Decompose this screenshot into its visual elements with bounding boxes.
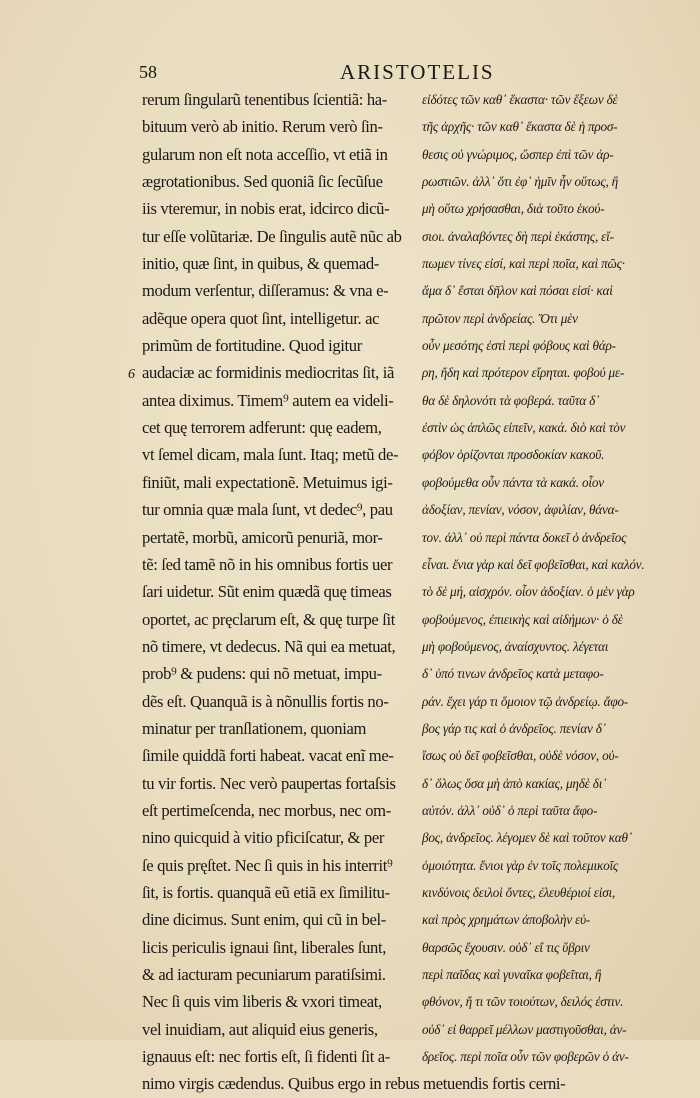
- greek-text-line: ἅμα δ᾽ ἔσται δῆλον καὶ πόσαι εἰσί· καὶ: [422, 283, 613, 299]
- latin-text-line: prob⁹ & pudens: qui nõ metuat, impu-: [142, 664, 382, 684]
- greek-text-line: τῆς ἀρχῆς· τῶν καθ᾽ ἕκαστα δὲ ἡ προσ-: [422, 119, 618, 135]
- greek-text-line: φοβούμεθα οὖν πάντα τὰ κακά. οἷον: [422, 474, 604, 490]
- greek-text-line: τον. ἀλλ᾽ οὐ περὶ πάντα δοκεῖ ὁ ἀνδρεῖος: [422, 529, 627, 545]
- greek-text-line: εἶναι. ἔνια γὰρ καὶ δεῖ φοβεῖσθαι, καὶ καλόν.: [422, 556, 645, 572]
- latin-text-line: bituum verò ab initio. Rerum verò ſin-: [142, 117, 383, 137]
- latin-text-line: nino quicquid à vitio pficiſcatur, & per: [142, 828, 385, 848]
- greek-text-line: ἴσως οὐ δεῖ φοβεῖσθαι, οὐδὲ νόσον, οὐ-: [422, 748, 619, 764]
- latin-text-line: dẽs eſt. Quanquã is à nõnullis fortis no-: [142, 691, 389, 711]
- greek-text-line: εἰδότες τῶν καθ᾽ ἕκαστα· τῶν ἕξεων δὲ: [422, 92, 618, 107]
- latin-text-line: adẽque opera quot ſint, intelligetur. ac: [142, 308, 380, 328]
- greek-text-line: τὸ δὲ μή, αἰσχρόν. οἷον ἀδοξίαν. ὁ μὲν γὰρ: [422, 584, 635, 600]
- latin-text-line: tur eſſe volũtariæ. De ſingulis autẽ nũc ab: [142, 226, 402, 246]
- greek-text-line: θεσις οὐ γνώριμος, ὥσπερ ἐπὶ τῶν ἀρ-: [422, 146, 614, 162]
- latin-text-line: tu vir fortis. Nec verò paupertas fortaſsis: [142, 773, 396, 793]
- greek-text-line: φόβον ὁρίζονται προσδοκίαν κακοῦ.: [422, 447, 605, 463]
- greek-text-line: πρῶτον περὶ ἀνδρείας. Ὅτι μὲν: [422, 310, 578, 326]
- latin-text-line: ſari uidetur. Sũt enim quædã quę timeas: [142, 582, 392, 602]
- latin-text-line: ſit, is fortis. quanquã eũ etiã ex ſimilitu-: [142, 882, 390, 902]
- greek-text-line: περὶ παῖδας καὶ γυναῖκα φοβεῖται, ἢ: [422, 967, 602, 982]
- latin-text-line: Nec ſi quis vim liberis & vxori timeat,: [142, 992, 382, 1012]
- latin-text-line: licis periculis ignaui ſint, liberales ſunt,: [142, 937, 387, 957]
- running-head: ARISTOTELIS: [340, 60, 495, 84]
- greek-text-line: ἀδοξίαν, πενίαν, νόσον, ἀφιλίαν, θάνα-: [422, 502, 619, 518]
- latin-text-line: nimo virgis cædendus. Quibus ergo in rebus metuendis fortis cerni-: [142, 1074, 566, 1094]
- page-number: 58: [139, 62, 157, 82]
- greek-text-line: κινδύνοις δειλοὶ ὄντες, ἐλευθέριοί εἰσι,: [422, 884, 616, 900]
- greek-text-line: ὁμοιότητα. ἔνιοι γὰρ ἐν τοῖς πολεμικοῖς: [422, 857, 619, 873]
- latin-text-line: ſimile quiddã forti habeat. vacat enĩ me-: [142, 746, 394, 766]
- greek-text-line: ἐστὶν ὡς ἁπλῶς εἰπεῖν, κακά. διὸ καὶ τὸν: [422, 420, 626, 436]
- latin-text-line: pertatẽ, morbũ, amicorũ penuriã, mor-: [142, 527, 383, 547]
- latin-text-line: gularum non eſt nota acceſſio, vt etiã in: [142, 144, 388, 164]
- latin-text-line: antea diximus. Timem⁹ autem ea videli-: [142, 390, 394, 410]
- greek-text-line: καὶ πρὸς χρημάτων ἀποβολὴν εὐ-: [422, 912, 591, 928]
- greek-text-line: βος γάρ τις καὶ ὁ ἀνδρεῖος. πενίαν δ᾽: [422, 720, 606, 736]
- greek-text-line: μὴ οὕτω χρήσασθαι, διὰ τοῦτο ἑκού-: [422, 201, 605, 217]
- latin-text-line: rerum ſingularũ tenentibus ſcientiã: ha-: [142, 90, 387, 109]
- latin-text-line: eſt pertimeſcenda, nec morbus, nec om-: [142, 800, 391, 820]
- latin-text-line: oportet, ac pręclarum eſt, & quę turpe ſit: [142, 609, 396, 629]
- latin-text-line: & ad iacturam pecuniarum paratiſsimi.: [142, 965, 386, 984]
- greek-text-line: πωμεν τίνες εἰσί, καὶ περὶ ποῖα, καὶ πῶς·: [422, 256, 625, 272]
- greek-text-line: θα δὲ δηλονότι τὰ φοβερά. ταῦτα δ᾽: [422, 392, 600, 408]
- latin-text-line: ſe quis pręſtet. Nec ſi quis in his interrit⁹: [142, 855, 393, 875]
- latin-text-line: iis vteremur, in nobis erat, idcirco dicũ-: [142, 199, 390, 219]
- greek-text-line: θαρσῶς ἔχουσιν. οὐδ᾽ εἴ τις ὕβριν: [422, 939, 590, 955]
- latin-text-line: modum verſentur, diſſeramus: & vna e-: [142, 281, 389, 301]
- greek-text-line: οὐδ᾽ εἰ θαρρεῖ μέλλων μαστιγοῦσθαι, ἀν-: [422, 1021, 627, 1037]
- greek-text-line: δ᾽ ὑπό τινων ἀνδρεῖος κατὰ μεταφο-: [422, 666, 604, 682]
- latin-text-line: finiũt, mali expectationẽ. Metuimus igi-: [142, 472, 393, 492]
- greek-text-line: δρεῖος. περὶ ποῖα οὖν τῶν φοβερῶν ὁ ἀν-: [422, 1049, 629, 1065]
- latin-text-line: minatur per tranſlationem, quoniam: [142, 718, 367, 738]
- greek-text-line: σιοι. ἀναλαβόντες δὴ περὶ ἑκάστης, εἴ-: [422, 228, 614, 244]
- greek-text-line: ρη, ἤδη καὶ πρότερον εἴρηται. φοβού με-: [422, 365, 625, 381]
- greek-text-line: μὴ φοβούμενος, ἀναίσχυντος. λέγεται: [422, 638, 609, 654]
- latin-text-line: tur omnia quæ mala ſunt, vt dedec⁹, pau: [142, 500, 393, 520]
- latin-text-line: tẽ: ſed tamẽ nõ in his omnibus fortis uer: [142, 554, 393, 574]
- latin-text-line: dine dicimus. Sunt enim, qui cũ in bel-: [142, 910, 386, 930]
- greek-text-line: ρωστιῶν. ἀλλ᾽ ὅτι ἐφ᾽ ἡμῖν ἦν οὕτως, ἢ: [422, 174, 619, 190]
- greek-column: [422, 86, 647, 1070]
- latin-text-line: initio, quæ ſint, in quibus, & quemad-: [142, 254, 379, 274]
- margin-note: 6: [128, 367, 135, 382]
- latin-text-line: vel inuidiam, aut aliquid eius generis,: [142, 1019, 378, 1039]
- latin-text-line: primũm de fortitudine. Quod igitur: [142, 336, 362, 356]
- latin-text-line: ægrotationibus. Sed quoniã ſic ſecũſue: [142, 172, 383, 192]
- latin-text-line: nõ timere, vt dedecus. Nã qui ea metuat,: [142, 636, 396, 656]
- greek-text-line: βος, ἀνδρεῖος. λέγομεν δὲ καὶ τοῦτον καθ᾽: [422, 830, 632, 846]
- latin-text-line: audaciæ ac formidinis mediocritas ſit, iã: [142, 363, 394, 383]
- greek-text-line: οὖν μεσότης ἐστὶ περὶ φόβους καὶ θάρ-: [422, 338, 616, 354]
- latin-text-line: vt ſemel dicam, mala ſunt. Itaq; metũ de-: [142, 445, 399, 465]
- greek-text-line: δ᾽ ὅλως ὅσα μὴ ἀπὸ κακίας, μηδὲ δι᾽: [422, 775, 607, 791]
- greek-text-line: φοβούμενος, ἐπιεικὴς καὶ αἰδήμων· ὁ δὲ: [422, 611, 623, 627]
- greek-text-line: φθόνον, ἤ τι τῶν τοιούτων, δειλός ἐστιν.: [422, 994, 624, 1010]
- latin-text-line: ignauus eſt: nec fortis eſt, ſi fidenti ſit a-: [142, 1047, 390, 1067]
- latin-text-line: cet quę terrorem adferunt: quę eadem,: [142, 418, 382, 438]
- greek-text-line: αὐτόν. ἀλλ᾽ οὐδ᾽ ὁ περὶ ταῦτα ἄφο-: [422, 802, 598, 818]
- greek-text-line: ράν. ἔχει γάρ τι ὅμοιον τῷ ἀνδρείῳ. ἄφο-: [422, 693, 629, 709]
